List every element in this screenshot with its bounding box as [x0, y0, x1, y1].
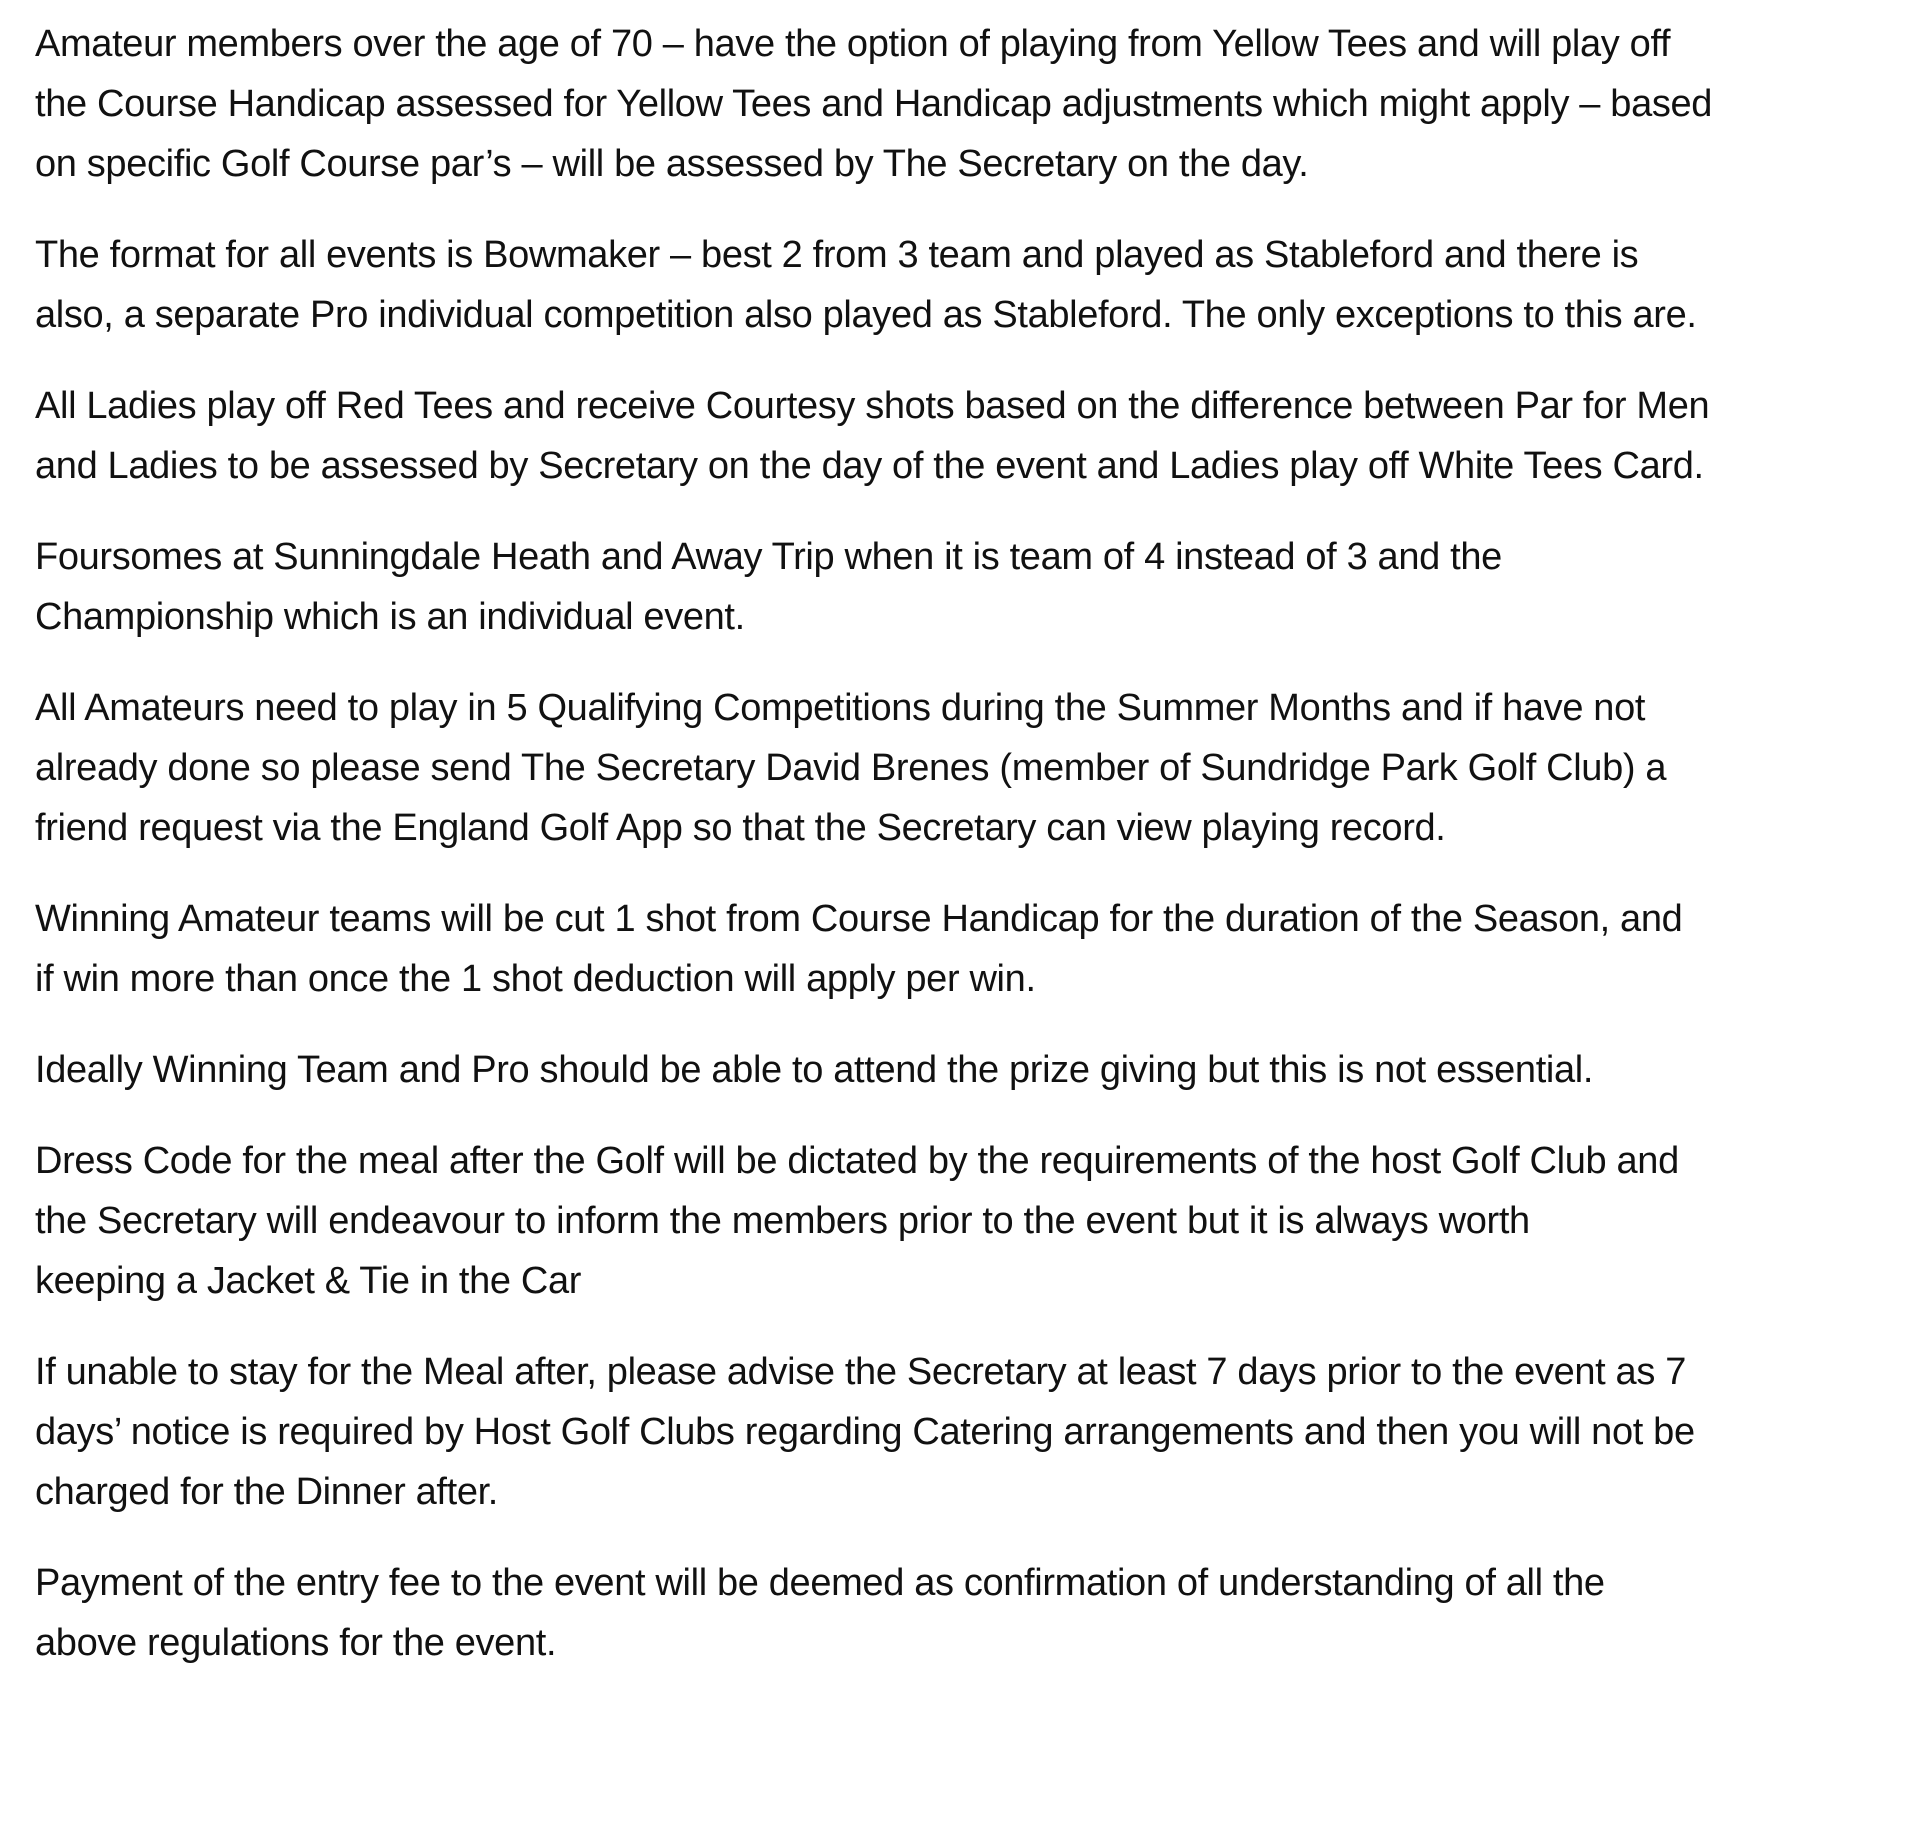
text-line: and Ladies to be assessed by Secretary on the day of the event and Ladies play off White Tees Card. — [35, 445, 1704, 487]
text-line: the Course Handicap assessed for Yellow Tees and Handicap adjustments which might apply – based — [35, 83, 1713, 125]
paragraph-winning-teams-handicap-cut — [35, 889, 1895, 1009]
text-line: charged for the Dinner after. — [35, 1471, 499, 1513]
text-line: The format for all events is Bowmaker – best 2 from 3 team and played as Stableford and there is — [35, 234, 1639, 276]
document-page — [35, 14, 1895, 1704]
text-line: the Secretary will endeavour to inform the members prior to the event but it is always worth — [35, 1200, 1530, 1242]
paragraph-qualifying-competitions — [35, 678, 1895, 858]
text-line: Payment of the entry fee to the event will be deemed as confirmation of understanding of all the — [35, 1562, 1605, 1604]
text-line: above regulations for the event. — [35, 1622, 557, 1664]
text-line: Winning Amateur teams will be cut 1 shot from Course Handicap for the duration of the Season, and — [35, 898, 1683, 940]
text-line: Championship which is an individual event. — [35, 596, 745, 638]
text-line: days’ notice is required by Host Golf Clubs regarding Catering arrangements and then you will not be — [35, 1411, 1695, 1453]
text-line: Foursomes at Sunningdale Heath and Away Trip when it is team of 4 instead of 3 and the — [35, 536, 1502, 578]
paragraph-dress-code — [35, 1131, 1895, 1311]
text-line: if win more than once the 1 shot deduction will apply per win. — [35, 958, 1036, 1000]
text-line: Ideally Winning Team and Pro should be able to attend the prize giving but this is not essential. — [35, 1049, 1594, 1091]
text-line: already done so please send The Secretary David Brenes (member of Sundridge Park Golf Club) a — [35, 747, 1667, 789]
text-line: If unable to stay for the Meal after, please advise the Secretary at least 7 days prior to the event as 7 — [35, 1351, 1686, 1393]
text-line: keeping a Jacket & Tie in the Car — [35, 1260, 582, 1302]
text-line: Amateur members over the age of 70 – have the option of playing from Yellow Tees and will play off — [35, 23, 1671, 65]
text-line: All Amateurs need to play in 5 Qualifying Competitions during the Summer Months and if have not — [35, 687, 1646, 729]
paragraph-event-format — [35, 225, 1895, 345]
paragraph-prize-giving — [35, 1040, 1895, 1100]
paragraph-over-70-yellow-tees — [35, 14, 1895, 194]
paragraph-entry-fee-confirmation — [35, 1553, 1895, 1673]
text-line: Dress Code for the meal after the Golf will be dictated by the requirements of the host Golf Club and — [35, 1140, 1679, 1182]
text-line: on specific Golf Course par’s – will be assessed by The Secretary on the day. — [35, 143, 1309, 185]
text-line: friend request via the England Golf App so that the Secretary can view playing record. — [35, 807, 1446, 849]
text-line: also, a separate Pro individual competition also played as Stableford. The only exceptions to this are. — [35, 294, 1697, 336]
paragraph-ladies-red-tees — [35, 376, 1895, 496]
text-line: All Ladies play off Red Tees and receive Courtesy shots based on the difference between Par for Men — [35, 385, 1710, 427]
paragraph-foursomes-exceptions — [35, 527, 1895, 647]
paragraph-meal-notice — [35, 1342, 1895, 1522]
